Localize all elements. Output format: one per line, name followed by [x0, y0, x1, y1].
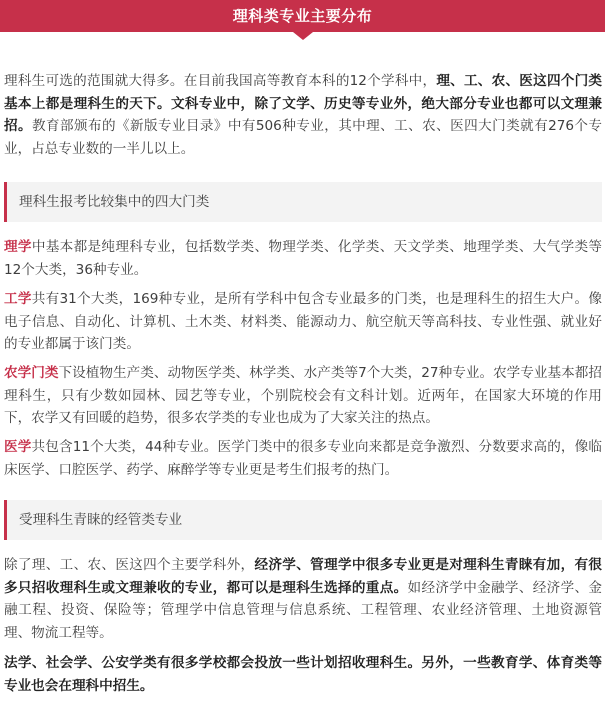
category-name: 医学 [4, 439, 32, 455]
banner-pointer-icon [293, 32, 313, 40]
category-text: 共有31个大类，169种专业，是所有学科中包含专业最多的门类，也是理科生的招生大户。像电子信息、自动化、计算机、土木类、材料类、能源动力、航空航天等高科技、专业性强、就业好的专业都属于该门类。 [4, 291, 603, 353]
econ-text-2: 如经济学中金融学、经济学、金融工程、投资、保险等；管理学中信息管理与信息系统、工程管理、农业经济管理、土地资源管理、物流工程等。 [4, 579, 603, 641]
intro-text-2: 教育部颁布的《新版专业目录》中有506种专业，其中理、工、农、医四大门类就有276个专业，占总专业数的一半儿以上。 [4, 118, 603, 157]
econ-paragraph [4, 554, 602, 644]
category-engineering-paragraph [4, 288, 602, 356]
section-header-econ-management [4, 500, 602, 540]
category-name: 工学 [4, 291, 32, 307]
closing-bold: 法学、社会学、公安学类有很多学校都会投放一些计划招收理科生。另外，一些教育学、体育类等专业也会在理科中招生。 [4, 655, 602, 694]
category-name: 农学门类 [4, 365, 59, 381]
category-text: 中基本都是纯理科专业，包括数学类、物理学类、化学类、天文学类、地理学类、大气学类等12个大类，36种专业。 [4, 239, 603, 278]
section-title: 理科生报考比较集中的四大门类 [19, 194, 210, 210]
category-text: 下设植物生产类、动物医学类、林学类、水产类等7个大类，27种专业。农学专业基本都招理科生，只有少数如园林、园艺等专业，个别院校会有文科计划。近两年，在国家大环境的作用下，农学又有回暖的趋势，很多农学类的专业也成为了大家关注的热点。 [4, 365, 602, 427]
econ-text-1: 除了理、工、农、医这四个主要学科外， [4, 557, 255, 573]
category-text: 共包含11个大类，44种专业。医学门类中的很多专业向来都是竞争激烈、分数要求高的，像临床医学、口腔医学、药学、麻醉学等专业更是考生们报考的热门。 [4, 439, 603, 478]
section-header-four-categories [4, 182, 602, 222]
section-title: 受理科生青睐的经管类专业 [19, 512, 183, 528]
closing-paragraph [4, 652, 602, 697]
econ-bold: 经济学、管理学中很多专业更是对理科生青睐有加，有很多只招收理科生或文理兼收的专业，都可以是理科生选择的重点。 [4, 557, 603, 596]
category-science-paragraph [4, 236, 602, 281]
intro-paragraph [4, 70, 602, 160]
category-name: 理学 [4, 239, 32, 255]
category-medicine-paragraph [4, 436, 602, 481]
intro-text-1: 理科生可选的范围就大得多。在目前我国高等教育本科的12个学科中， [4, 73, 437, 89]
intro-bold: 理、工、农、医这四个门类基本上都是理科生的天下。文科专业中，除了文学、历史等专业外，绝大部分专业也都可以文理兼招。 [4, 73, 603, 135]
section-banner [0, 0, 605, 32]
banner-title: 理科类专业主要分布 [232, 7, 373, 25]
category-agriculture-paragraph [4, 362, 602, 430]
